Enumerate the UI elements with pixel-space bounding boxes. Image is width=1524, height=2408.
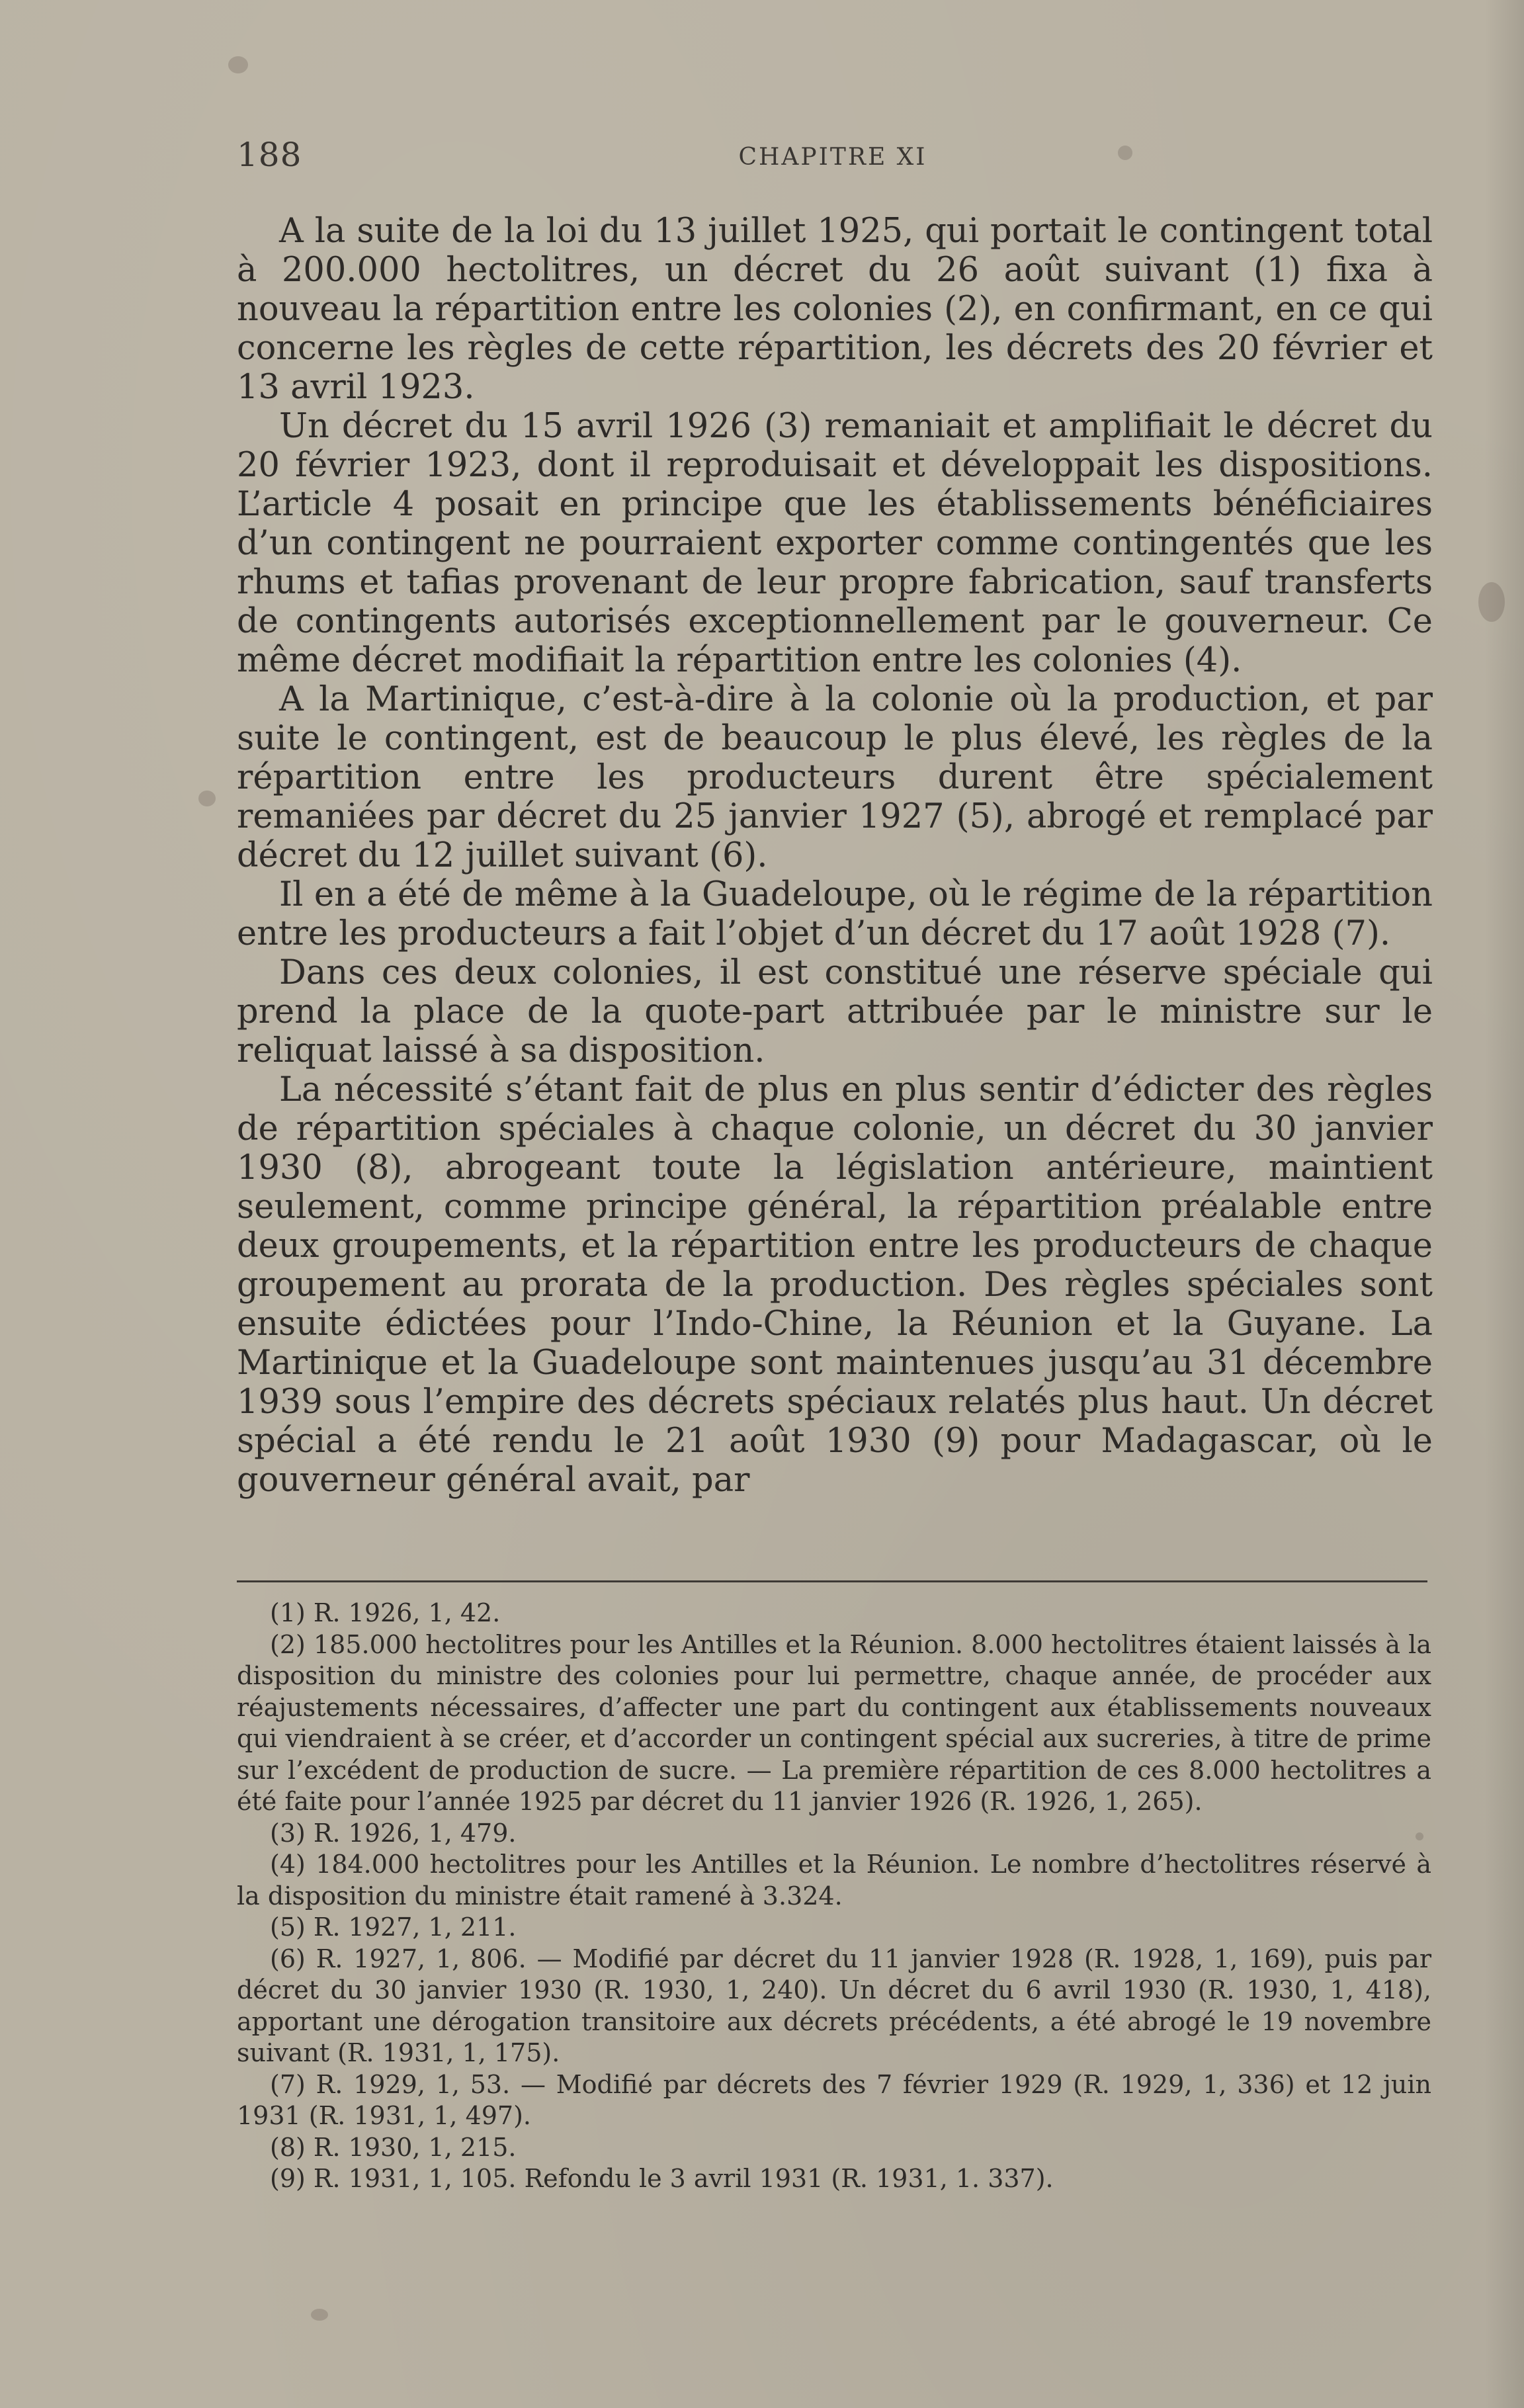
- footnote: (5) R. 1927, 1, 211.: [270, 1913, 517, 1942]
- footnote: (1) R. 1926, 1, 42.: [270, 1598, 501, 1627]
- paper-speck: [228, 56, 248, 73]
- page-header: [237, 136, 1429, 182]
- body-paragraph: A la Martinique, c’est-à-dire à la colonie où la production, et par suite le contingent, est de beaucoup le plus élevé, les règles de la répartition entre les producteurs durent être spécialement remaniées par décret du 25 janvier 1927 (5), abrogé et remplacé par décret du 12 juillet suivant (6).: [237, 680, 1433, 875]
- footnote-divider: [237, 1580, 1427, 1582]
- running-title: CHAPITRE XI: [738, 144, 927, 171]
- body-paragraph: Dans ces deux colonies, il est constitué une réserve spéciale qui prend la place de la quote-part attribuée par le ministre sur le reliquat laissé à sa disposition.: [237, 953, 1433, 1070]
- footnote: (7) R. 1929, 1, 53. — Modifié par décrets des 7 février 1929 (R. 1929, 1, 336) et 12 juin 1931 (R. 1931, 1, 497).: [237, 2069, 1431, 2130]
- footnote: (6) R. 1927, 1, 806. — Modifié par décret du 11 janvier 1928 (R. 1928, 1, 169), puis par décret du 30 janvier 1930 (R. 1930, 1, 240). Un décret du 6 avril 1930 (R. 1930, 1, 418), apportant une dérogation transitoire aux décrets précédents, a été abrogé le 19 novembre suivant (R. 1931, 1, 175).: [237, 1944, 1431, 2067]
- page-number: 188: [237, 136, 302, 174]
- paper-speck: [198, 791, 216, 806]
- paper-speck: [1416, 1832, 1423, 1840]
- body-paragraph: Il en a été de même à la Guadeloupe, où le régime de la répartition entre les producteurs a fait l’objet d’un décret du 17 août 1928 (7).: [237, 875, 1433, 953]
- body-paragraph: A la suite de la loi du 13 juillet 1925, qui portait le contingent total à 200.000 hectolitres, un décret du 26 août suivant (1) fixa à nouveau la répartition entre les colonies (2), en confirmant, en ce qui concerne les règles de cette répartition, les décrets des 20 février et 13 avril 1923.: [237, 212, 1433, 407]
- paper-speck: [1118, 146, 1132, 160]
- footnote: (3) R. 1926, 1, 479.: [270, 1818, 517, 1848]
- footnote: (9) R. 1931, 1, 105. Refondu le 3 avril 1931 (R. 1931, 1. 337).: [270, 2164, 1054, 2193]
- footnotes: [237, 1598, 1431, 2195]
- body-paragraph: Un décret du 15 avril 1926 (3) remaniait et amplifiait le décret du 20 février 1923, dont il reproduisait et développait les dispositions. L’article 4 posait en principe que les établissements bénéficiaires d’un contingent ne pourraient exporter comme contingentés que les rhums et tafias provenant de leur propre fabrication, sauf transferts de contingents autorisés exceptionnellement par le gouverneur. Ce même décret modifiait la répartition entre les colonies (4).: [237, 407, 1433, 680]
- paper-speck: [311, 2309, 328, 2321]
- footnote: (4) 184.000 hectolitres pour les Antilles et la Réunion. Le nombre d’hectolitres réservé à la disposition du ministre était ramené à 3.324.: [237, 1850, 1431, 1911]
- footnote: (2) 185.000 hectolitres pour les Antilles et la Réunion. 8.000 hectolitres étaient laissés à la disposition du ministre des colonies pour lui permettre, chaque année, de procéder aux réajustements nécessaires, d’affecter une part du contingent aux établissements nouveaux qui viendraient à se créer, et d’accorder un contingent spécial aux sucreries, à titre de prime sur l’excédent de production de sucre. — La première répartition de ces 8.000 hectolitres a été faite pour l’année 1925 par décret du 11 janvier 1926 (R. 1926, 1, 265).: [237, 1629, 1431, 1816]
- paper-speck: [1478, 582, 1505, 622]
- footnote: (8) R. 1930, 1, 215.: [270, 2132, 517, 2162]
- body-paragraph: La nécessité s’étant fait de plus en plus sentir d’édicter des règles de répartition spéciales à chaque colonie, un décret du 30 janvier 1930 (8), abrogeant toute la législation antérieure, maintient seulement, comme principe général, la répartition préalable entre deux groupements, et la répartition entre les producteurs de chaque groupement au prorata de la production. Des règles spéciales sont ensuite édictées pour l’Indo-Chine, la Réunion et la Guyane. La Martinique et la Guadeloupe sont maintenues jusqu’au 31 décembre 1939 sous l’empire des décrets spéciaux relatés plus haut. Un décret spécial a été rendu le 21 août 1930 (9) pour Madagascar, où le gouverneur général avait, par: [237, 1070, 1433, 1500]
- body-text: [237, 212, 1433, 1500]
